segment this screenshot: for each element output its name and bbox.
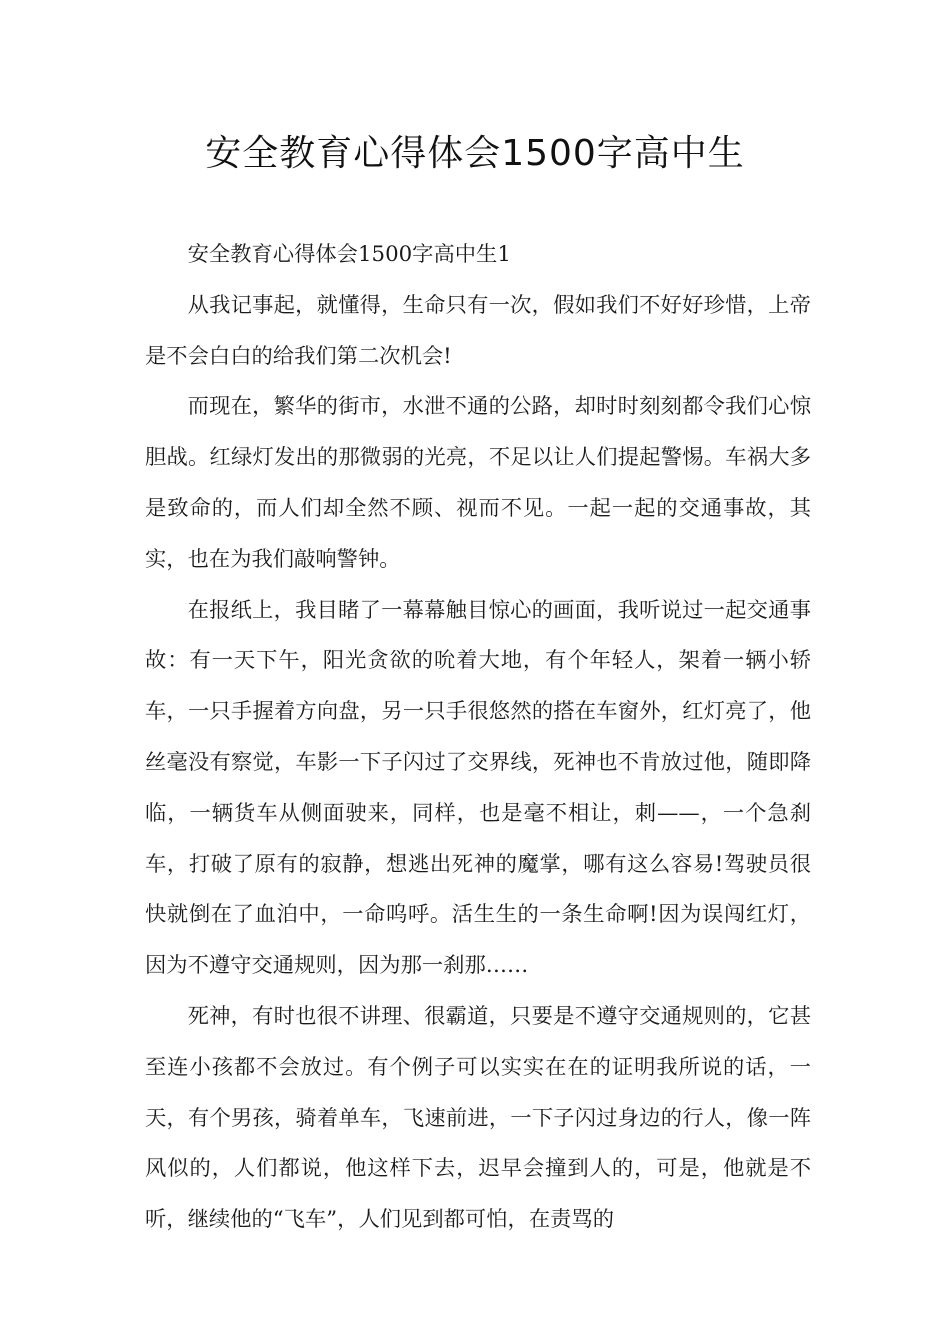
paragraph-3: 在报纸上，我目睹了一幕幕触目惊心的画面，我听说过一起交通事故：有一天下午，阳光贪欲的吮着大地，有个年轻人，架着一辆小轿车，一只手握着方向盘，另一只手很悠然的搭在车窗外，红灯亮了，他丝毫没有察觉，车影一下子闪过了交界线，死神也不肯放过他，随即降临，一辆货车从侧面驶来，同样，也是毫不相让，刺——，一个急刹车，打破了原有的寂静，想逃出死神的魔掌，哪有这么容易!驾驶员很快就倒在了血泊中，一命呜呼。活生生的一条生命啊!因为误闯红灯，因为不遵守交通规则，因为那一刹那……	[145, 597, 811, 979]
section-heading: 安全教育心得体会1500字高中生1	[187, 242, 511, 267]
paragraph-4: 死神，有时也很不讲理、很霸道，只要是不遵守交通规则的，它甚至连小孩都不会放过。有个例子可以实实在在的证明我所说的话，一天，有个男孩，骑着单车，飞速前进，一下子闪过身边的行人，像一阵风似的，人们都说，他这样下去，迟早会撞到人的，可是，他就是不听，继续他的“飞车”，人们见到都可怕，在责骂的	[145, 1003, 811, 1233]
document-body	[145, 230, 811, 1246]
document-title: 安全教育心得体会1500字高中生	[205, 133, 745, 174]
paragraph-1: 从我记事起，就懂得，生命只有一次，假如我们不好好珍惜，上帝是不会白白的给我们第二次机会!	[145, 292, 811, 369]
paragraph-2: 而现在，繁华的街市，水泄不通的公路，却时时刻刻都令我们心惊胆战。红绿灯发出的那微弱的光亮，不足以让人们提起警惕。车祸大多是致命的，而人们却全然不顾、视而不见。一起一起的交通事故，其实，也在为我们敲响警钟。	[145, 394, 811, 572]
